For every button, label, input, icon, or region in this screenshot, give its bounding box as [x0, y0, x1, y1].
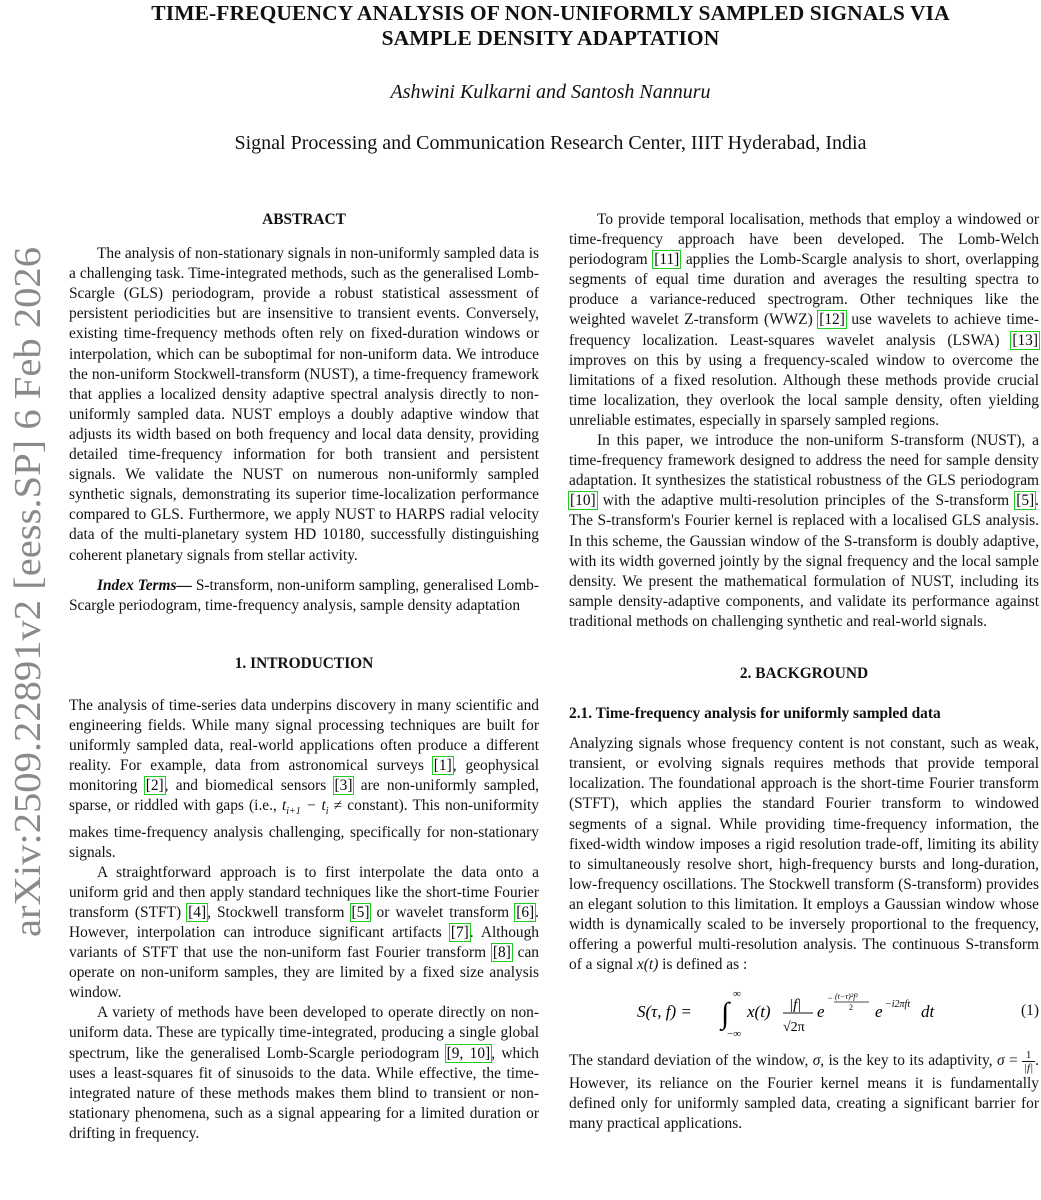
svg-text:(t−τ)²f²: (t−τ)²f² — [835, 992, 858, 1002]
citation-link[interactable]: [7] — [450, 923, 469, 941]
svg-text:−: − — [827, 993, 834, 1004]
citation-link[interactable]: [2] — [145, 777, 164, 795]
citation-link[interactable]: [5] — [351, 903, 370, 921]
index-terms-label: Index Terms— — [97, 576, 192, 594]
citation-link[interactable]: [12] — [819, 311, 845, 329]
citation-link[interactable]: [9, 10] — [446, 1044, 491, 1062]
svg-text:|f|: |f| — [789, 997, 802, 1014]
right-paragraph-2: In this paper, we introduce the non-uniform S-transform (NUST), a time-frequency framework designed to address the need for sample density adaptation. It synthesizes the statistical robustness of the GLS periodogram [10] with the adaptive multi-resolution principles of the S-transform [5]. The S-transform's Fourier kernel is replaced with a localised GLS analysis. In this scheme, the Gaussian window of the S-transform is doubly adaptive, with its width governed jointly by the signal frequency and the local sample density. We present the mathematical formulation of NUST, including its sample density-adaptive components, and validate its performance against traditional methods on challenging synthetic and real-world signals. — [569, 432, 1039, 630]
citation-link[interactable]: [11] — [654, 251, 680, 269]
intro-heading: 1. INTRODUCTION — [234, 654, 374, 672]
paper-header — [70, 0, 1031, 155]
equation-number: (1) — [1021, 1002, 1039, 1020]
integral-sign: ∫ — [721, 997, 730, 1031]
equation-body — [637, 987, 997, 1048]
svg-text:dt: dt — [921, 1002, 935, 1022]
citation-link[interactable]: [4] — [188, 903, 207, 921]
left-column — [69, 210, 539, 1144]
background-paragraph: Analyzing signals whose frequency content is not constant, such as weak, transient, or evolving signals requires methods that provide temporal localization. The foundational approach is the short-time Fourier transform (STFT), which applies the standard Fourier transform to windowed segments of a signal. While providing time-frequency information, the fixed-width window imposes a rigid resolution trade-off, limiting its ability to simultaneously resolve short, high-frequency bursts and long-duration, low-frequency oscillations. The Stockwell transform (S-transform) provides an elegant solution to this limitation. It employs a Gaussian window whose width is dynamically scaled to be inversely proportional to the frequency, offering a powerful multi-resolution analysis. The continuous S-transform of a signal x(t) is defined as : — [569, 735, 1039, 974]
sigma-fraction: $\frac{1}{|f|}$ — [1024, 1049, 1034, 1075]
authors: Ashwini Kulkarni and Santosh Nannuru — [390, 81, 711, 103]
affiliation: Signal Processing and Communication Research Center, IIIT Hyderabad, India — [234, 132, 867, 154]
background-heading: 2. BACKGROUND — [739, 664, 869, 682]
intro-paragraph-1: The analysis of time-series data underpins discovery in many scientific and engineering fields. While many signal processing techniques are built for uniformly sampled data, real-world applications often produce a different reality. For example, data from astronomical surveys [1], geophysical monitoring [2], and biomedical sensors [3] are non-uniformly sampled, sparse, or riddled with gaps (i.e., $t_{i+1} - t_i$ ≠ constant). This non-uniformity makes time-frequency analysis challenging, specifically for non-stationary signals. — [69, 696, 540, 861]
citation-link[interactable]: [6] — [516, 903, 535, 921]
subsection-heading: 2.1. Time-frequency analysis for uniformly sampled data — [569, 705, 941, 723]
arxiv-sidebar-stamp — [0, 232, 58, 952]
intro-paragraph-2: A straightforward approach is to first interpolate the data onto a uniform grid and then apply standard techniques like the short-time Fourier transform (STFT) [4], Stockwell transform [5] or wavelet transform [6]. However, interpolation can introduce significant artifacts [7]. Although variants of STFT that use the non-uniform fast Fourier transform [8] can operate on non-uniform samples, they are limited by a fixed size analysis window. — [69, 863, 540, 1002]
svg-text:−i2πft: −i2πft — [885, 999, 911, 1011]
citation-link[interactable]: [8] — [492, 944, 511, 962]
citation-link[interactable]: [3] — [334, 777, 353, 795]
sigma-paragraph: The standard deviation of the window, σ, is the key to its adaptivity, σ = $\frac{1}{|f|}$ . However, its reliance on the Fourier kernel means it is fundamentally defined only for uniformly sampled data, creating a significant barrier for many practical applications. — [569, 1049, 1039, 1133]
equation-lhs: S(τ, f) = — [637, 1002, 692, 1022]
title-line-1: TIME-FREQUENCY ANALYSIS OF NON-UNIFORMLY SAMPLED SIGNALS VIA — [151, 1, 950, 25]
equation-1 — [569, 975, 1039, 1049]
title-line-2: SAMPLE DENSITY ADAPTATION — [381, 26, 720, 50]
svg-text:−∞: −∞ — [727, 1028, 742, 1041]
citation-link[interactable]: [1] — [433, 757, 452, 775]
right-paragraph-1: To provide temporal localisation, methods that employ a windowed or time-frequency approach have been developed. The Lomb-Welch periodogram [11] applies the Lomb-Scargle analysis to short, overlapping segments of equal time duration and averages the resulting spectra to produce a variance-reduced spectrogram. Other techniques like the weighted wavelet Z-transform (WWZ) [12] use wavelets to achieve time-frequency localization. Least-squares wavelet analysis (LSWA) [13] improves on this by using a frequency-scaled window to overcome the limitations of a fixed resolution. Although these methods provide crucial time localization, they overlook the local sample density, often yielding unreliable estimates, especially in sparsely sampled regions. — [569, 211, 1040, 429]
svg-text:x(t): x(t) — [747, 1002, 771, 1022]
svg-text:2: 2 — [849, 1003, 853, 1013]
abstract-text: The analysis of non-stationary signals in non-uniformly sampled data is a challenging task. Time-integrated methods, such as the generalised Lomb-Scargle (GLS) periodogram, provide a robust statistical assessment of persistent periodicities but are insensitive to transient events. Conversely, existing time-frequency methods often rely on fixed-duration windows or interpolation, which can be suboptimal for non-uniform data. We introduce the non-uniform Stockwell-transform (NUST), a time-frequency framework that applies a localized density adaptive spectral analysis directly to non-uniformly sampled data. NUST employs a doubly adaptive window that adjusts its width based on both frequency and local data density, providing detailed time-frequency information for both transient and persistent signals. We validate the NUST on numerous non-uniformly sampled synthetic signals, demonstrating its superior time-localization performance compared to GLS. Furthermore, we apply NUST to HARPS radial velocity data of the multi-planetary system HD 10180, successfully distinguishing coherent planetary signals from stellar activity. — [69, 245, 539, 564]
svg-text:e: e — [875, 1002, 883, 1022]
svg-text:√2π: √2π — [783, 1020, 805, 1036]
paper-title — [70, 0, 1031, 51]
index-terms — [69, 576, 539, 616]
abstract-heading: ABSTRACT — [262, 211, 346, 228]
citation-link[interactable]: [13] — [1012, 331, 1038, 349]
index-terms-text: S-transform, non-uniform sampling, generalised Lomb-Scargle periodogram, time-frequency analysis, sample density adaptation — [69, 576, 539, 614]
right-column — [569, 210, 1039, 1135]
svg-text:e: e — [817, 1002, 825, 1022]
intro-paragraph-3: A variety of methods have been developed to operate directly on non-uniform data. These are typically time-integrated, producing a single global spectrum, like the generalised Lomb-Scargle periodogram [9, 10], which uses a least-squares fit of sinusoids to the data. While effective, the time-integrated nature of these methods makes them blind to transient or non-stationary phenomena, such as a signal appearing for a limited duration or drifting in frequency. — [69, 1004, 539, 1142]
citation-link[interactable]: [10] — [570, 492, 596, 510]
arxiv-id-text: arXiv:2509.22891v2 [eess.SP] 6 Feb 2026 — [7, 291, 49, 937]
svg-text:∞: ∞ — [733, 988, 741, 1001]
citation-link[interactable]: [5] — [1016, 492, 1035, 510]
